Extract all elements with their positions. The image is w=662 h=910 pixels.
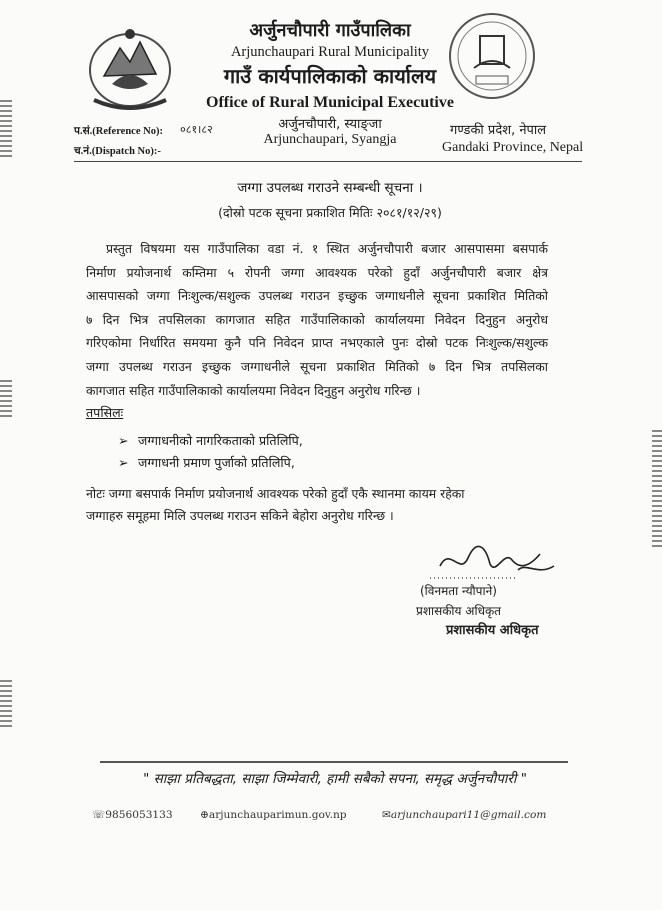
municipality-name-nepali: अर्जुनचौपारी गाउँपालिका <box>249 20 411 41</box>
body-line: जग्गा उपलब्ध गराउन इच्छुक जग्गाधनीले सूचना प्रकाशित मितिको ७ दिन भित्र तपसिलका <box>86 359 548 374</box>
body-line: निर्माण प्रयोजनार्थ कम्तिमा ५ रोपनी जग्गा आवश्यक परेको हुदाँ अर्जुनचौपारी बजार क्षेत्र <box>86 264 548 280</box>
footer-divider <box>100 761 568 763</box>
scan-edge-mark <box>0 380 12 420</box>
scan-edge-mark <box>652 430 662 550</box>
phone-icon: ☏ <box>92 809 106 821</box>
body-line: गरिएकोमा निर्धारित समयमा कुनै पनि निवेदन प्राप्त नभएकाले पुनः दोस्रो पटक निःशुल्क/सशुल्क <box>86 335 548 351</box>
notice-subtitle: (दोस्रो पटक सूचना प्रकाशित मितिः २०८१/१२/२९) <box>218 205 442 220</box>
body-line: प्रस्तुत विषयमा यस गाउँपालिका वडा नं. १ स्थित अर्जुनचौपारी बजार आसपासमा बसपार्क <box>106 241 548 256</box>
office-name-nepali: गाउँ कार्यपालिकाको कार्यालय <box>223 64 437 88</box>
reference-label: प.सं.(Reference No): <box>74 126 163 137</box>
province-english: Gandaki Province, Nepal <box>442 140 584 155</box>
body-line: कागजात सहित गाउँपालिकाको कार्यालयमा निवेदन दिनुहुन अनुरोध गरिन्छ । <box>86 382 421 398</box>
footer-email: ✉arjunchaupari11@gmail.com <box>382 809 547 821</box>
details-item: ➢ जग्गाधनीको नागरिकताको प्रतिलिपि, <box>118 433 303 448</box>
reference-value: ०८१।८२ <box>180 123 213 136</box>
office-name-english: Office of Rural Municipal Executive <box>206 94 454 111</box>
scan-edge-mark <box>0 100 12 160</box>
address-english: Arjunchaupari, Syangja <box>263 132 397 147</box>
footer-phone: ☏9856053133 <box>92 809 173 821</box>
arrow-bullet-icon: ➢ <box>118 433 129 448</box>
note-line: नोटः जग्गा बसपार्क निर्माण प्रयोजनार्थ आवश्यक परेको हुदाँ एकै स्थानमा कायम रहेका <box>86 486 465 501</box>
signature-icon <box>430 536 570 586</box>
details-heading: तपसिलः <box>86 405 124 420</box>
body-line: आसपासको जग्गा निःशुल्क/सशुल्क उपलब्ध गराउन इच्छुक जग्गाधनीले सूचना प्रकाशित मितिको <box>86 288 548 304</box>
signatory-designation: प्रशासकीय अधिकृत <box>416 604 502 618</box>
notice-title: जग्गा उपलब्ध गराउने सम्बन्धी सूचना । <box>237 180 423 196</box>
note-line: जग्गाहरु समूहमा मिलि उपलब्ध गराउन सकिने बेहोरा अनुरोध गरिन्छ । <box>86 508 394 523</box>
municipality-name-english: Arjunchaupari Rural Municipality <box>230 44 430 60</box>
signatory-name: (विनमता न्यौपाने) <box>420 584 497 598</box>
details-item: ➢ जग्गाधनी प्रमाण पुर्जाको प्रतिलिपि, <box>118 455 295 470</box>
footer-website: ⊕arjunchauparimun.gov.np <box>200 809 347 821</box>
header-divider <box>74 161 582 162</box>
arrow-bullet-icon: ➢ <box>118 455 129 470</box>
body-line: ७ दिन भित्र तपसिलका कागजात सहित गाउँपालिकाको कार्यालयमा निवेदन दिनुहुन अनुरोध <box>86 311 548 327</box>
footer-motto: " साझा प्रतिबद्धता, साझा जिम्मेवारी, हामी सबैको सपना, समृद्ध अर्जुनचौपारी " <box>143 771 527 787</box>
globe-icon: ⊕ <box>200 809 209 821</box>
province-nepali: गण्डकी प्रदेश, नेपाल <box>450 123 547 138</box>
official-stamp: प्रशासकीय अधिकृत <box>446 623 539 638</box>
address-nepali: अर्जुनचौपारी, स्याङ्जा <box>278 117 382 132</box>
mail-icon: ✉ <box>382 809 391 821</box>
dispatch-label: च.नं.(Dispatch No):- <box>74 146 161 157</box>
scan-edge-mark <box>0 680 12 730</box>
